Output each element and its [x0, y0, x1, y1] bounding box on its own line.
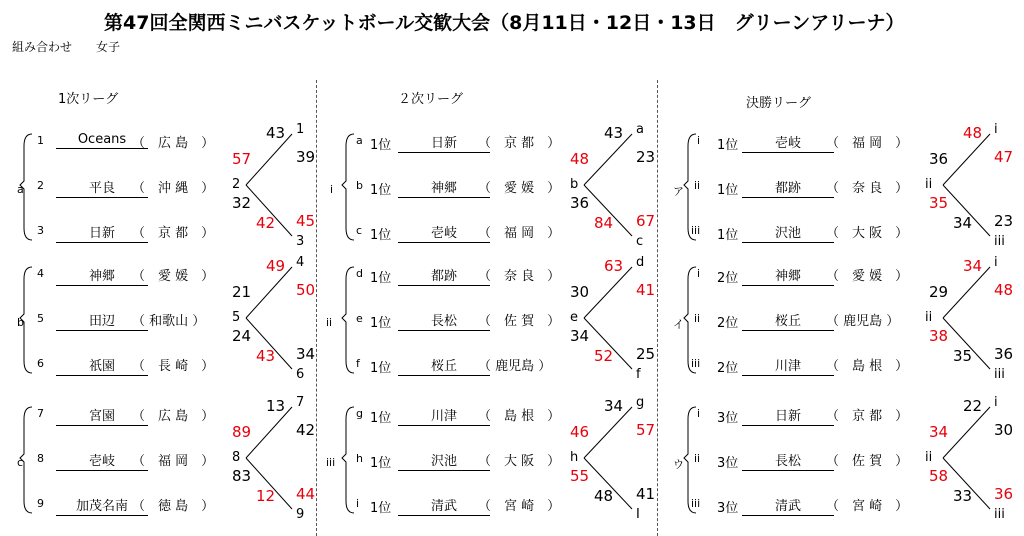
triangle-vertex-left: 5 — [232, 310, 241, 325]
team-name: 川津 — [398, 405, 490, 426]
team-prefecture: （ 福 岡 ） — [478, 226, 561, 241]
group-label: ア — [673, 185, 684, 198]
score-lb: 36 — [570, 194, 590, 212]
row-index: iii — [691, 224, 701, 237]
score-lt: 21 — [232, 283, 252, 301]
triangle-vertex-left: ii — [925, 450, 933, 465]
team-prefecture: （ 大 阪 ） — [826, 226, 909, 241]
team-prefecture: （ 広 島 ） — [132, 409, 215, 424]
row-rank: 3位 — [717, 501, 739, 516]
row-rank: 1位 — [717, 228, 739, 243]
score-tl: 34 — [963, 257, 983, 275]
score-bl: 43 — [256, 347, 276, 365]
row-rank: 2位 — [717, 316, 739, 331]
team-prefecture: （ 京 都 ） — [478, 136, 561, 151]
score-tr: 30 — [994, 421, 1014, 439]
team-name: 神郷 — [742, 265, 834, 286]
row-index: a — [356, 134, 363, 147]
score-tr: 23 — [636, 148, 656, 166]
group-label: i — [330, 183, 334, 196]
score-lb: 32 — [232, 194, 252, 212]
score-br: 45 — [296, 212, 316, 230]
triangle-vertex-top: i — [994, 255, 998, 270]
team-name: 長松 — [398, 310, 490, 331]
triangle-vertex-bottom: 9 — [296, 507, 305, 522]
group-brace — [342, 267, 354, 373]
score-lt: 46 — [570, 423, 590, 441]
team-name: 桜丘 — [398, 355, 490, 376]
row-index: 5 — [37, 312, 44, 325]
score-bl: 12 — [256, 487, 276, 505]
score-bl: 35 — [953, 347, 973, 365]
triangle-vertex-left: ii — [925, 177, 933, 192]
team-name: 壱岐 — [398, 222, 490, 243]
triangle-vertex-top: 4 — [296, 255, 305, 270]
triangle-vertex-top: a — [636, 122, 644, 137]
team-name: 川津 — [742, 355, 834, 376]
page-title: 第47回全関西ミニバスケットボール交歓大会（8月11日・12日・13日 グリーンアリーナ） — [104, 12, 905, 34]
row-rank: 1位 — [370, 411, 392, 426]
team-name: 沢池 — [742, 222, 834, 243]
row-index: 9 — [37, 497, 44, 510]
group-label: iii — [326, 456, 336, 469]
score-lt: 29 — [929, 283, 949, 301]
score-br: 36 — [994, 345, 1014, 363]
row-index: e — [356, 312, 363, 325]
team-prefecture: （ 徳 島 ） — [132, 499, 215, 514]
row-rank: 1位 — [370, 361, 392, 376]
row-rank: 1位 — [370, 316, 392, 331]
team-prefecture: （ 福 岡 ） — [132, 454, 215, 469]
team-name: 神郷 — [56, 265, 148, 286]
triangle-vertex-top: i — [994, 122, 998, 137]
team-prefecture: （ 奈 良 ） — [478, 269, 561, 284]
score-br: 67 — [636, 212, 656, 230]
score-bl: 42 — [256, 214, 276, 232]
score-tr: 50 — [296, 281, 316, 299]
score-tr: 39 — [296, 148, 316, 166]
row-rank: 1位 — [717, 183, 739, 198]
row-index: f — [356, 357, 360, 370]
score-tl: 22 — [963, 397, 983, 415]
score-tl: 48 — [963, 124, 983, 142]
score-lb: 38 — [929, 327, 949, 345]
triangle-vertex-bottom: 6 — [296, 367, 305, 382]
score-lb: 35 — [929, 194, 949, 212]
score-lb: 24 — [232, 327, 252, 345]
group-label: イ — [673, 318, 684, 331]
score-br: 44 — [296, 485, 316, 503]
row-rank: 1位 — [370, 456, 392, 471]
team-name: 都跡 — [398, 265, 490, 286]
triangle-vertex-left: h — [570, 450, 579, 465]
triangle-vertex-bottom: 3 — [296, 234, 305, 249]
row-rank: 1位 — [370, 501, 392, 516]
triangle-vertex-left: ii — [925, 310, 933, 325]
score-lt: 36 — [929, 150, 949, 168]
team-prefecture: （ 愛 媛 ） — [478, 181, 561, 196]
team-name: 清武 — [398, 495, 490, 516]
league-title: 決勝リーグ — [746, 96, 812, 111]
team-prefecture: （ 大 阪 ） — [478, 454, 561, 469]
team-prefecture: （ 長 崎 ） — [132, 359, 215, 374]
triangle-vertex-top: d — [636, 255, 645, 270]
group-brace — [342, 134, 354, 240]
page-subtitle: 組み合わせ 女子 — [12, 40, 121, 54]
group-label: a — [17, 183, 24, 196]
triangle-vertex-left: e — [570, 310, 578, 325]
group-label: ii — [326, 316, 333, 329]
team-prefecture: （ 愛 媛 ） — [826, 269, 909, 284]
row-index: 2 — [37, 179, 44, 192]
team-name: 宮園 — [56, 405, 148, 426]
team-name: 祇園 — [56, 355, 148, 376]
row-index: iii — [691, 357, 701, 370]
group-brace — [342, 407, 354, 513]
row-index: b — [356, 179, 363, 192]
row-index: iii — [691, 497, 701, 510]
score-bl: 34 — [953, 214, 973, 232]
team-prefecture: （ 和歌山 ） — [132, 314, 206, 329]
row-index: 7 — [37, 407, 44, 420]
triangle-vertex-bottom: iii — [994, 367, 1005, 382]
score-tr: 57 — [636, 421, 656, 439]
team-name: 壱岐 — [56, 450, 148, 471]
row-index: g — [356, 407, 363, 420]
triangle-vertex-left: b — [570, 177, 579, 192]
row-index: i — [697, 134, 701, 147]
team-name: 神郷 — [398, 177, 490, 198]
triangle-vertex-bottom: c — [636, 234, 644, 249]
score-bl: 48 — [594, 487, 614, 505]
row-rank: 2位 — [717, 361, 739, 376]
triangle-vertex-bottom: I — [636, 507, 640, 522]
team-prefecture: （ 島 根 ） — [826, 359, 909, 374]
triangle-vertex-top: 7 — [296, 395, 305, 410]
row-index: 3 — [37, 224, 44, 237]
score-tl: 49 — [266, 257, 286, 275]
team-name: 日新 — [742, 405, 834, 426]
row-rank: 1位 — [717, 138, 739, 153]
score-lb: 34 — [570, 327, 590, 345]
score-lb: 58 — [929, 467, 949, 485]
team-name: 長松 — [742, 450, 834, 471]
team-name: 壱岐 — [742, 132, 834, 153]
row-index: d — [356, 267, 363, 280]
row-rank: 1位 — [370, 271, 392, 286]
score-tr: 48 — [994, 281, 1014, 299]
score-br: 23 — [994, 212, 1014, 230]
score-bl: 33 — [953, 487, 973, 505]
team-name: 田辺 — [56, 310, 148, 331]
triangle-vertex-bottom: f — [636, 367, 641, 382]
group-label: b — [17, 316, 24, 329]
score-tl: 43 — [604, 124, 624, 142]
row-index: 4 — [37, 267, 44, 280]
team-name: Oceans — [56, 132, 148, 149]
row-index: i — [697, 407, 701, 420]
row-index: i — [697, 267, 701, 280]
row-rank: 3位 — [717, 411, 739, 426]
row-rank: 1位 — [370, 183, 392, 198]
team-prefecture: （ 宮 崎 ） — [826, 499, 909, 514]
team-name: 清武 — [742, 495, 834, 516]
score-lt: 57 — [232, 150, 252, 168]
row-index: 8 — [37, 452, 44, 465]
row-rank: 2位 — [717, 271, 739, 286]
group-label: ウ — [673, 458, 684, 471]
team-prefecture: （ 京 都 ） — [132, 226, 215, 241]
team-prefecture: （ 福 岡 ） — [826, 136, 909, 151]
team-name: 日新 — [56, 222, 148, 243]
triangle-vertex-bottom: iii — [994, 507, 1005, 522]
score-tl: 43 — [266, 124, 286, 142]
team-prefecture: （ 沖 縄 ） — [132, 181, 215, 196]
team-name: 桜丘 — [742, 310, 834, 331]
row-index: 6 — [37, 357, 44, 370]
group-label: c — [17, 456, 24, 469]
row-index: c — [356, 224, 363, 237]
team-prefecture: （ 鹿児島 ） — [826, 314, 900, 329]
team-prefecture: （ 京 都 ） — [826, 409, 909, 424]
row-index: 1 — [37, 134, 44, 147]
score-lt: 48 — [570, 150, 590, 168]
team-name: 沢池 — [398, 450, 490, 471]
score-tr: 42 — [296, 421, 316, 439]
score-bl: 84 — [594, 214, 614, 232]
team-prefecture: （ 鹿児島 ） — [478, 359, 552, 374]
score-tl: 13 — [266, 397, 286, 415]
score-bl: 52 — [594, 347, 614, 365]
team-prefecture: （ 広 島 ） — [132, 136, 215, 151]
triangle-vertex-top: g — [636, 395, 645, 410]
score-br: 41 — [636, 485, 656, 503]
league-title: 1次リーグ — [58, 92, 119, 107]
score-lb: 83 — [232, 467, 252, 485]
team-name: 日新 — [398, 132, 490, 153]
row-index: ii — [694, 312, 701, 325]
score-lt: 89 — [232, 423, 252, 441]
score-lb: 55 — [570, 467, 590, 485]
row-index: ii — [694, 452, 701, 465]
team-name: 都跡 — [742, 177, 834, 198]
team-prefecture: （ 愛 媛 ） — [132, 269, 215, 284]
league-title: ２次リーグ — [398, 92, 464, 107]
triangle-vertex-left: 8 — [232, 450, 241, 465]
score-br: 36 — [994, 485, 1014, 503]
row-index: ii — [694, 179, 701, 192]
team-prefecture: （ 佐 賀 ） — [478, 314, 561, 329]
score-lt: 30 — [570, 283, 590, 301]
triangle-vertex-top: i — [994, 395, 998, 410]
score-tl: 63 — [604, 257, 624, 275]
score-br: 25 — [636, 345, 656, 363]
row-index: i — [356, 497, 360, 510]
score-lt: 34 — [929, 423, 949, 441]
team-name: 加茂名南 — [56, 495, 148, 516]
row-rank: 3位 — [717, 456, 739, 471]
row-rank: 1位 — [370, 228, 392, 243]
score-br: 34 — [296, 345, 316, 363]
score-tr: 41 — [636, 281, 656, 299]
row-index: h — [356, 452, 363, 465]
score-tl: 34 — [604, 397, 624, 415]
score-tr: 47 — [994, 148, 1014, 166]
team-prefecture: （ 奈 良 ） — [826, 181, 909, 196]
triangle-vertex-top: 1 — [296, 122, 305, 137]
triangle-vertex-left: 2 — [232, 177, 241, 192]
team-prefecture: （ 島 根 ） — [478, 409, 561, 424]
team-prefecture: （ 佐 賀 ） — [826, 454, 909, 469]
row-rank: 1位 — [370, 138, 392, 153]
triangle-vertex-bottom: iii — [994, 234, 1005, 249]
team-prefecture: （ 宮 崎 ） — [478, 499, 561, 514]
team-name: 平良 — [56, 177, 148, 198]
